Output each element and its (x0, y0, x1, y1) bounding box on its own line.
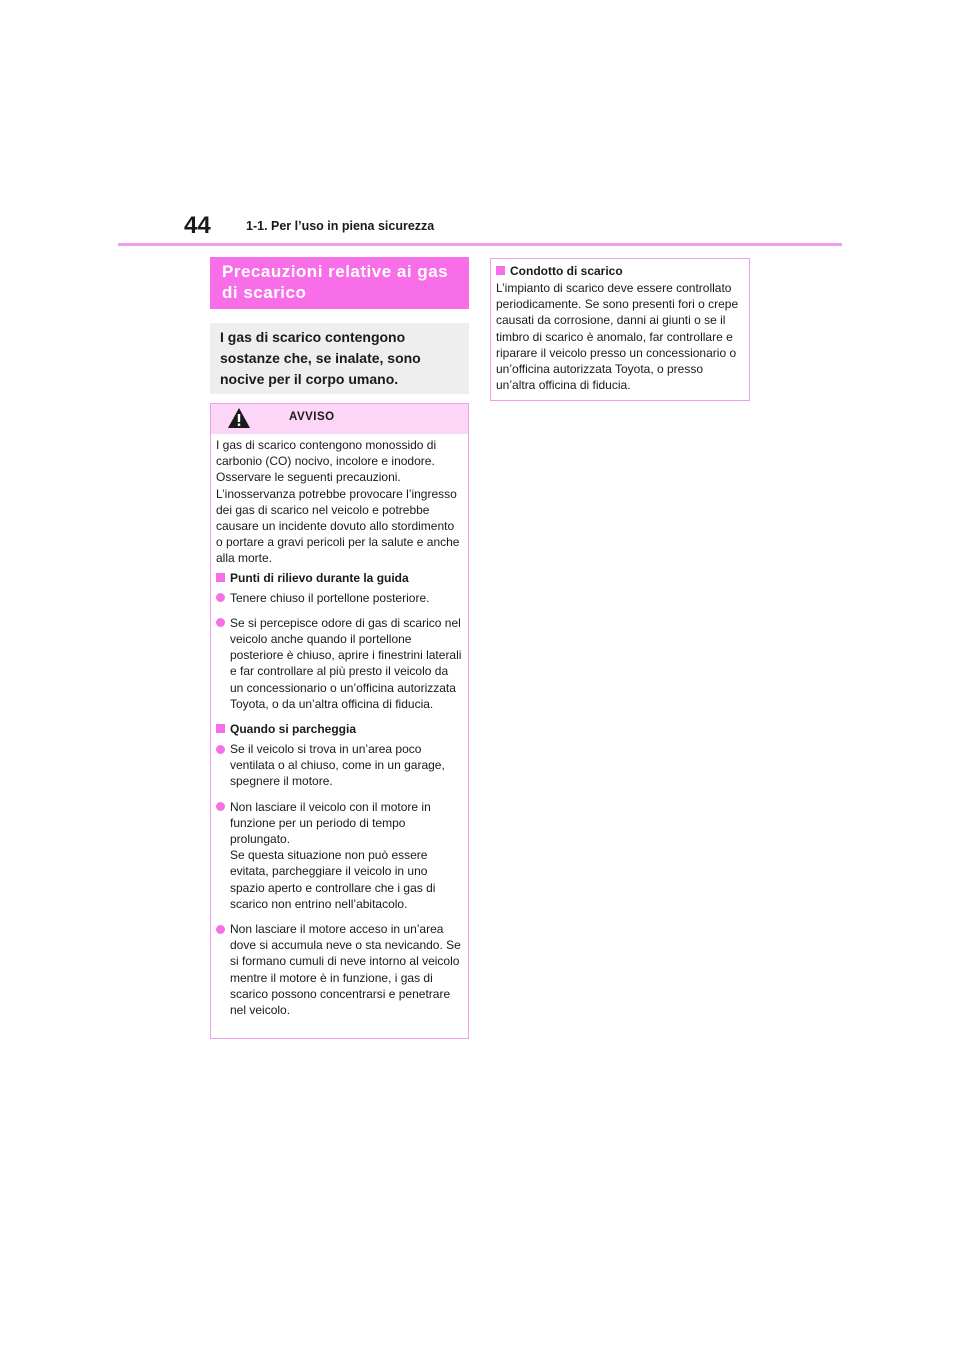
bullet-text: Non lasciare il motore acceso in un’area dove si accumula neve o sta nevicando. Se si formano cumuli di neve intorno al veicolo mentre il motore è in funzione, i gas di scarico possono concentrarsi e penetrare nel veicolo. (230, 922, 461, 1018)
subheading (216, 570, 463, 586)
circle-bullet-icon (216, 593, 225, 602)
warning-box (210, 403, 469, 1039)
bullet-item (216, 615, 463, 712)
bullet-text: Tenere chiuso il portellone posteriore. (230, 590, 430, 605)
header-rule (118, 243, 842, 246)
bullet-item (216, 590, 463, 606)
circle-bullet-icon (216, 802, 225, 811)
bullet-item (216, 799, 463, 912)
circle-bullet-icon (216, 618, 225, 627)
warning-label: AVVISO (289, 411, 335, 423)
warning-text: I gas di scarico contengono monossido di carbonio (CO) nocivo, incolore e inodore. Osservare le seguenti precauzioni. L’inosservanza potrebbe provocare l’ingresso dei gas di scarico nel veicolo e potrebbe causare un incidente dovuto allo stordimento o portare a gravi pericoli per la salute e anche alla morte. (216, 438, 460, 566)
intro-box (210, 323, 469, 394)
subheading-text: Quando si parcheggia (230, 722, 357, 737)
bullet-item (216, 921, 463, 1018)
bullet-text: Se il veicolo si trova in un’area poco ventilata o al chiuso, come in un garage, spegnere il motore. (230, 742, 445, 789)
square-bullet-icon (216, 724, 225, 733)
exhaust-pipe-box (490, 258, 750, 401)
bullet-extra-text: Se questa situazione non può essere evitata, parcheggiare il veicolo in uno spazio aperto e controllare che i gas di scarico non entrino nell’abitacolo. (230, 848, 436, 911)
section-header: 1-1. Per l’uso in piena sicurezza (246, 219, 435, 233)
square-bullet-icon (216, 573, 225, 582)
title-box (210, 257, 469, 309)
bullet-item (216, 741, 463, 790)
warning-header (211, 404, 468, 434)
subheading (496, 263, 744, 279)
warning-triangle-icon (227, 407, 251, 429)
subheading (216, 721, 463, 737)
circle-bullet-icon (216, 925, 225, 934)
bullet-text: Se si percepisce odore di gas di scarico nel veicolo anche quando il portellone posteriore è chiuso, aprire i finestrini laterali e far controllare al più presto il veicolo da un concessionario o un’officina autorizzata Toyota, o da un’altra officina di fiducia. (230, 615, 462, 711)
subheading-text: Condotto di scarico (510, 264, 623, 278)
circle-bullet-icon (216, 745, 225, 754)
bullet-text: Non lasciare il veicolo con il motore in funzione per un periodo di tempo prolungato. (230, 799, 431, 847)
square-bullet-icon (496, 266, 505, 275)
page-title: Precauzioni relative ai gas di scarico (222, 262, 449, 302)
exhaust-pipe-text: L’impianto di scarico deve essere controllato periodicamente. Se sono presenti fori o crepe causati da corrosione, danni ai giunti o se il timbro di scarico è anomalo, far controllare e riparare il veicolo presso un concessionario o un’officina autorizzata Toyota, o presso un’altra officina di fiducia. (496, 281, 739, 393)
subheading-text: Punti di rilievo durante la guida (230, 570, 409, 585)
page-number: 44 (184, 212, 211, 239)
warning-body (211, 434, 468, 1018)
intro-text: I gas di scarico contengono sostanze che, se inalate, sono nocive per il corpo umano. (220, 329, 421, 387)
